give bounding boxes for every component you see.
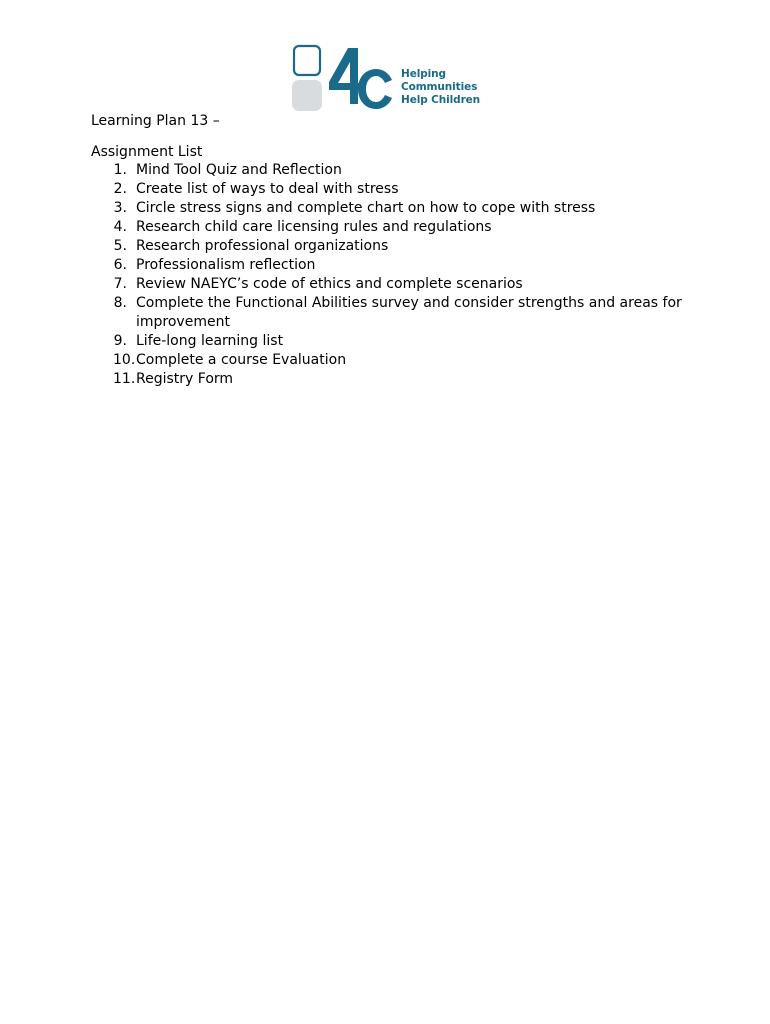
4c-logo	[292, 44, 482, 114]
logo-tagline	[401, 68, 480, 107]
item-number: 9.	[113, 333, 127, 349]
item-text: Complete a course Evaluation	[136, 352, 347, 368]
item-text: Complete the Functional Abilities survey and consider strengths and areas for improvement	[136, 295, 682, 330]
tagline-line: Communities	[401, 81, 478, 93]
item-text: Research child care licensing rules and regulations	[136, 219, 492, 235]
item-number: 2.	[113, 181, 127, 197]
list-item	[91, 332, 691, 351]
document-title: Learning Plan 13 –	[91, 113, 220, 129]
list-item	[91, 218, 691, 237]
assignment-list	[91, 161, 691, 389]
item-number: 11.	[113, 371, 136, 387]
logo-c-glyph	[358, 69, 392, 109]
item-text: Review NAEYC’s code of ethics and complete scenarios	[136, 276, 523, 292]
logo-four-glyph	[329, 48, 364, 104]
logo-outline-square	[294, 46, 320, 75]
list-item	[91, 199, 691, 218]
item-text: Research professional organizations	[136, 238, 389, 254]
item-number: 3.	[113, 200, 127, 216]
list-item	[91, 161, 691, 180]
tagline-line: Helping	[401, 68, 446, 80]
item-number: 4.	[113, 219, 127, 235]
list-item	[91, 256, 691, 275]
list-item	[91, 294, 691, 332]
list-item	[91, 237, 691, 256]
item-number: 5.	[113, 238, 127, 254]
list-item	[91, 275, 691, 294]
item-text: Create list of ways to deal with stress	[136, 181, 399, 197]
item-number: 8.	[113, 295, 127, 311]
logo-gray-square	[292, 80, 322, 111]
item-text: Mind Tool Quiz and Reflection	[136, 162, 342, 178]
item-number: 7.	[113, 276, 127, 292]
item-number: 6.	[113, 257, 127, 273]
list-item	[91, 180, 691, 199]
item-text: Circle stress signs and complete chart on how to cope with stress	[136, 200, 596, 216]
4c-logo-mark	[292, 44, 397, 114]
item-text: Professionalism reflection	[136, 257, 316, 273]
list-item	[91, 370, 691, 389]
tagline-line: Help Children	[401, 94, 481, 106]
item-text: Life-long learning list	[136, 333, 284, 349]
assignment-list-heading: Assignment List	[91, 144, 203, 160]
item-number: 10.	[113, 352, 136, 368]
item-text: Registry Form	[136, 371, 234, 387]
item-number: 1.	[113, 162, 127, 178]
list-item	[91, 351, 691, 370]
